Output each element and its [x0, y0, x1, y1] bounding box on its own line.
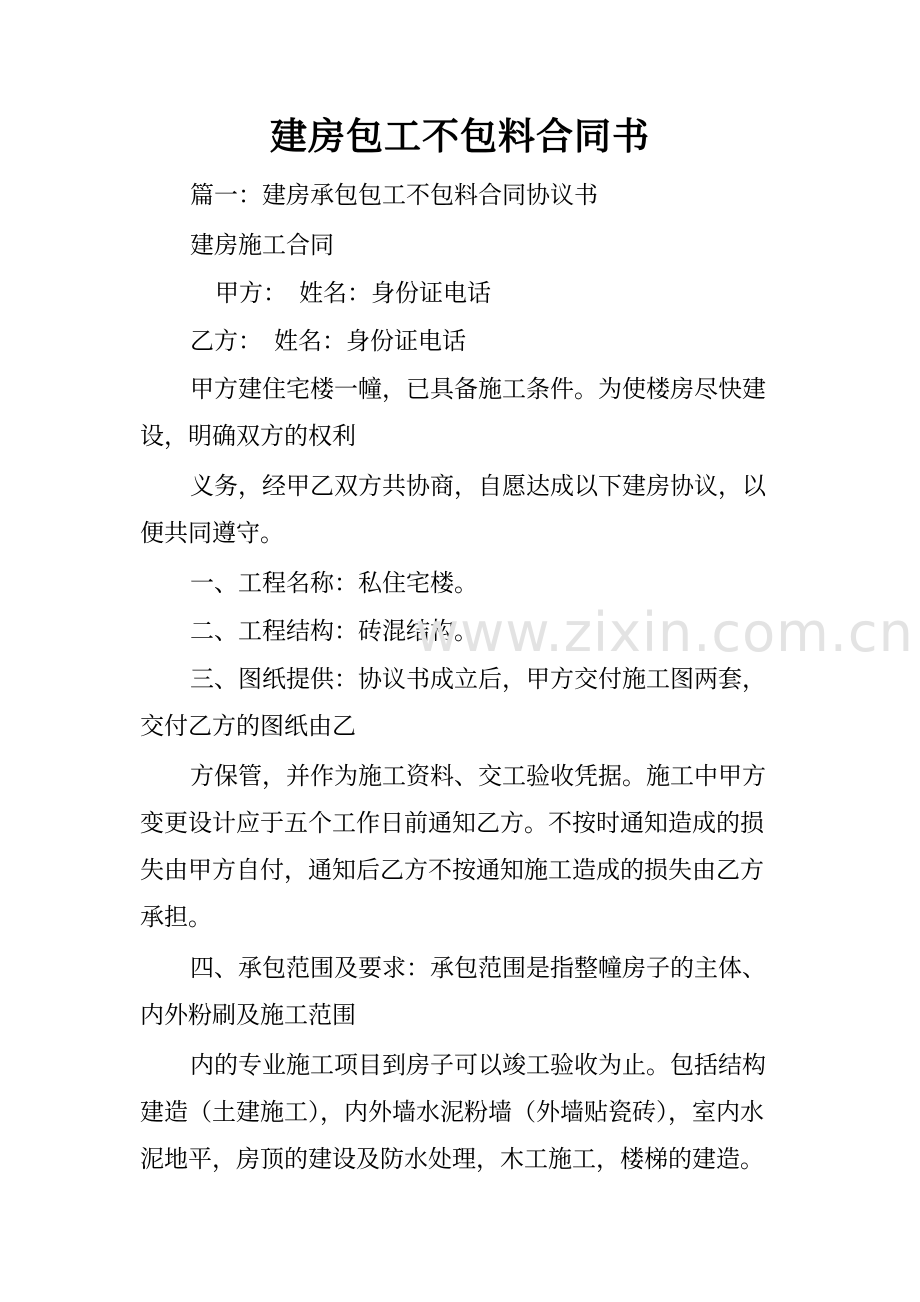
paragraph-item-4: [140, 945, 790, 1039]
paragraph-line: 一、工程名称：私住宅楼。: [190, 569, 478, 597]
paragraph-line: 三、图纸提供：协议书成立后，甲方交付施工图两套，: [190, 665, 766, 693]
paragraph-item-2: [140, 608, 790, 655]
paragraph-line: 建房施工合同: [190, 231, 334, 259]
paragraph-party-b: [140, 318, 790, 365]
paragraph-line: 义务，经甲乙双方共协商，自愿达成以下建房协议，以: [190, 472, 766, 500]
paragraph-line: 内外粉刷及施工范围: [140, 1001, 356, 1029]
paragraph-line: 便共同遵守。: [140, 519, 284, 547]
watermark: www.zixin.com.cn: [415, 601, 914, 664]
paragraph-line: 交付乙方的图纸由乙: [140, 712, 356, 740]
paragraph-contract-subtitle: [140, 222, 790, 269]
paragraph-line: 内的专业施工项目到房子可以竣工验收为止。包括结构: [190, 1051, 766, 1079]
paragraph-line: 失由甲方自付，通知后乙方不按通知施工造成的损失由乙方: [140, 856, 764, 884]
paragraph-line: 设，明确双方的权利: [140, 422, 356, 450]
paragraph-party-a: [140, 270, 790, 317]
paragraph-line: 泥地平，房顶的建设及防水处理，木工施工，楼梯的建造。: [140, 1145, 764, 1173]
paragraph-chapter-heading: [140, 172, 790, 219]
paragraph-line: 承担。: [140, 903, 212, 931]
paragraph-obligations: [140, 463, 790, 557]
paragraph-line: 方保管，并作为施工资料、交工验收凭据。施工中甲方: [190, 762, 766, 790]
paragraph-line: 乙方： 姓名：身份证电话: [190, 327, 466, 355]
paragraph-line: 甲方建住宅楼一幢，已具备施工条件。为使楼房尽快建: [190, 375, 766, 403]
paragraph-item-3: [140, 656, 790, 750]
paragraph-item-3-continued: [140, 753, 790, 941]
paragraph-line: 甲方： 姓名：身份证电话: [215, 279, 491, 307]
paragraph-line: 篇一：建房承包包工不包料合同协议书: [190, 181, 598, 209]
paragraph-item-1: [140, 560, 790, 607]
paragraph-intro: [140, 366, 790, 460]
paragraph-line: 变更设计应于五个工作日前通知乙方。不按时通知造成的损: [140, 809, 764, 837]
paragraph-item-4-continued: [140, 1042, 790, 1183]
paragraph-line: 二、工程结构：砖混结构。: [190, 617, 478, 645]
paragraph-line: 四、承包范围及要求：承包范围是指整幢房子的主体、: [190, 954, 766, 982]
document-title: 建房包工不包料合同书: [270, 114, 650, 158]
paragraph-line: 建造（土建施工），内外墙水泥粉墙（外墙贴瓷砖），室内水: [140, 1098, 764, 1126]
